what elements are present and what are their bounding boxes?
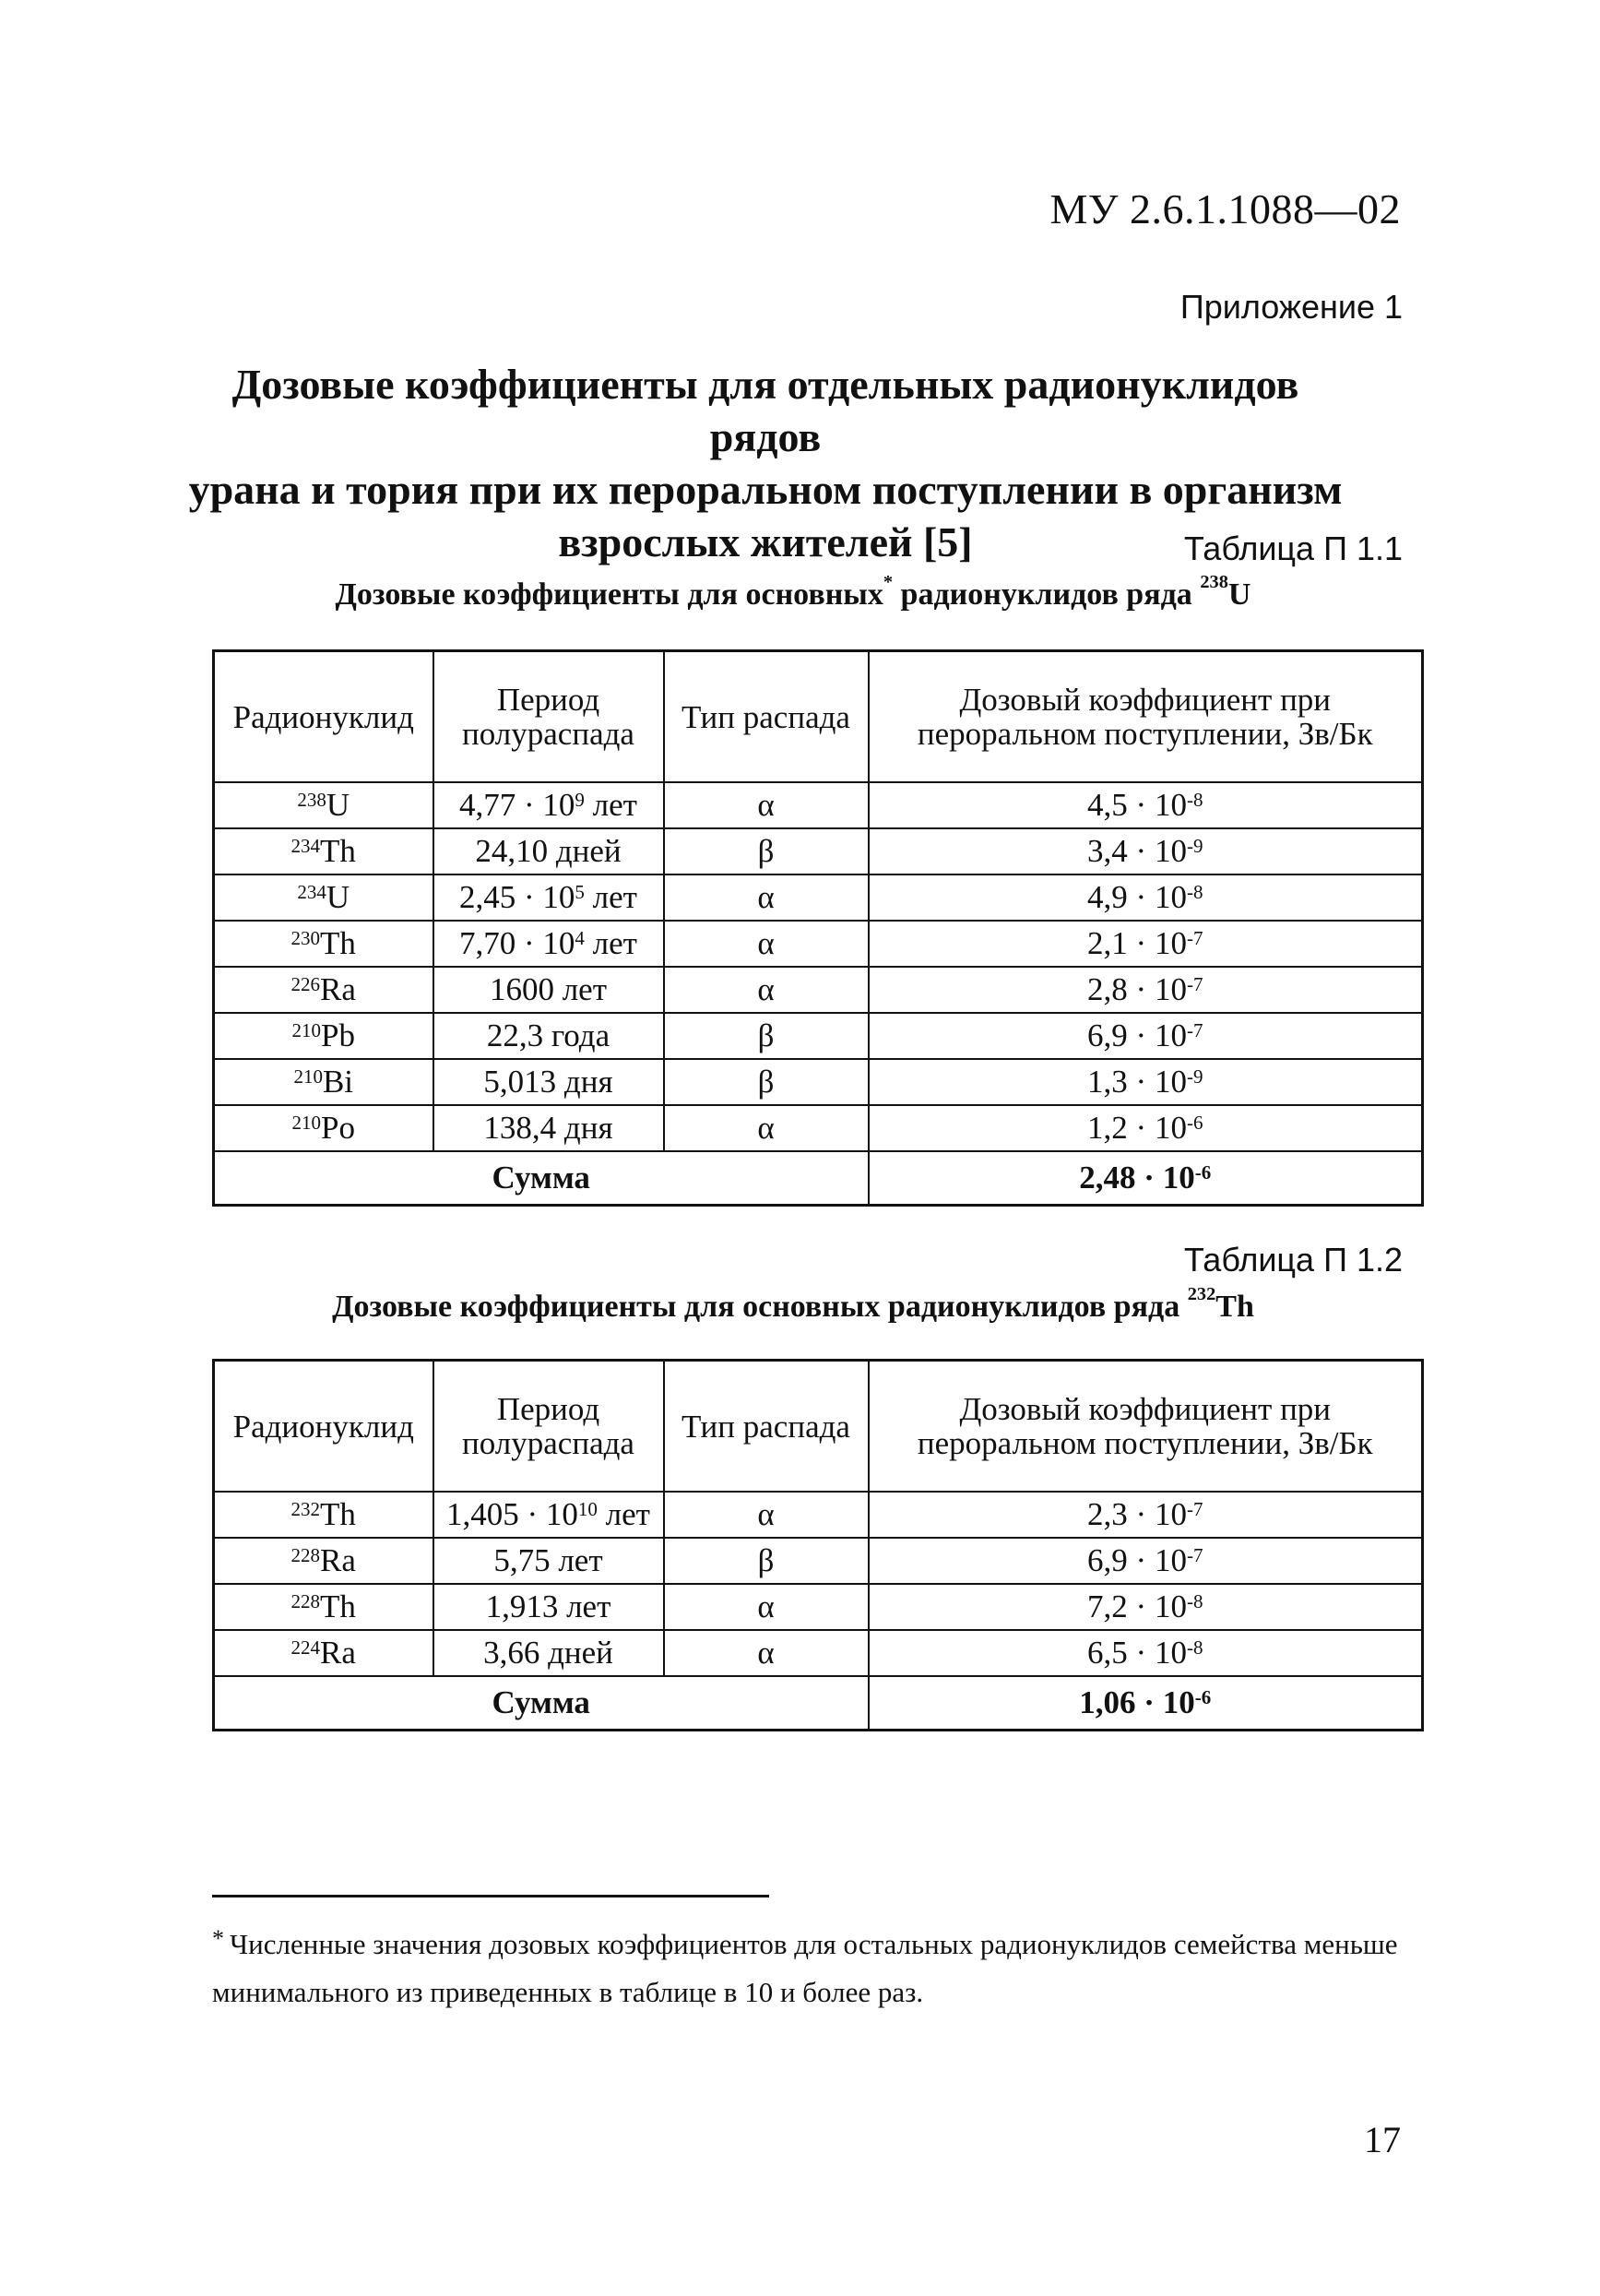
mass-number: 210 bbox=[291, 1019, 322, 1041]
sum-label: Сумма bbox=[214, 1151, 869, 1206]
coefficient-mantissa: 2,8 · 10 bbox=[1087, 971, 1187, 1007]
element-symbol: Po bbox=[321, 1110, 355, 1146]
footnote-divider bbox=[212, 1895, 769, 1897]
half-life-exponent: 10 bbox=[577, 1498, 598, 1520]
page-title bbox=[184, 358, 1346, 568]
element-symbol: Th bbox=[320, 1496, 356, 1532]
table-row bbox=[214, 828, 1423, 874]
title-line-1: Дозовые коэффициенты для отдельных радионуклидов рядов bbox=[231, 361, 1299, 460]
decay-type-cell: α bbox=[664, 1105, 869, 1151]
footnote-text: Численные значения дозовых коэффициентов для остальных радионуклидов семейства меньше минимального из приведенных в таблице в 10 и более раз. bbox=[212, 1928, 1398, 2008]
element-symbol: Pb bbox=[321, 1017, 355, 1053]
decay-type-cell: α bbox=[664, 1492, 869, 1538]
half-life-cell bbox=[433, 1492, 664, 1538]
nuclide-cell bbox=[214, 967, 433, 1013]
nuclide-cell bbox=[214, 1013, 433, 1059]
decay-type-cell: β bbox=[664, 1538, 869, 1584]
table1-subtitle-mass: 238 bbox=[1200, 572, 1228, 592]
coefficient-mantissa: 6,9 · 10 bbox=[1087, 1017, 1187, 1053]
table1-subtitle-elem: U bbox=[1227, 577, 1251, 612]
half-life-value: 24,10 дней bbox=[475, 833, 622, 869]
column-header-half-life: Период полураспада bbox=[433, 651, 664, 783]
coefficient-cell bbox=[869, 921, 1423, 967]
mass-number: 210 bbox=[293, 1065, 323, 1088]
nuclide-cell bbox=[214, 1584, 433, 1630]
coefficient-mantissa: 6,9 · 10 bbox=[1087, 1542, 1187, 1578]
coefficient-exponent: -8 bbox=[1186, 789, 1203, 811]
column-header-coefficient: Дозовый коэффициент при пероральном поступлении, Зв/Бк bbox=[869, 1361, 1423, 1493]
coefficient-cell bbox=[869, 1013, 1423, 1059]
element-symbol: Ra bbox=[320, 1542, 356, 1578]
table-row bbox=[214, 967, 1423, 1013]
mass-number: 234 bbox=[290, 835, 321, 857]
decay-type-cell: α bbox=[664, 1630, 869, 1676]
half-life-value: 7,70 · 10 bbox=[459, 925, 575, 961]
half-life-cell bbox=[433, 874, 664, 921]
half-life-exponent: 9 bbox=[575, 789, 585, 811]
half-life-value: 5,75 лет bbox=[493, 1542, 603, 1578]
half-life-unit: лет bbox=[597, 1496, 650, 1532]
table-row bbox=[214, 1584, 1423, 1630]
footnote-ref: * bbox=[883, 572, 894, 592]
half-life-unit: лет bbox=[584, 879, 637, 915]
half-life-cell bbox=[433, 967, 664, 1013]
coefficient-exponent: -8 bbox=[1186, 1590, 1203, 1612]
coefficient-mantissa: 7,2 · 10 bbox=[1087, 1588, 1187, 1624]
coefficient-cell bbox=[869, 1630, 1423, 1676]
coefficient-cell bbox=[869, 782, 1423, 828]
table2 bbox=[212, 1359, 1424, 1731]
table-row bbox=[214, 782, 1423, 828]
element-symbol: U bbox=[326, 787, 350, 823]
coefficient-cell bbox=[869, 1584, 1423, 1630]
mass-number: 238 bbox=[297, 789, 326, 811]
half-life-cell bbox=[433, 1584, 664, 1630]
half-life-value: 2,45 · 10 bbox=[459, 879, 575, 915]
coefficient-cell bbox=[869, 874, 1423, 921]
decay-type-cell: β bbox=[664, 1013, 869, 1059]
half-life-cell bbox=[433, 828, 664, 874]
table1 bbox=[212, 649, 1424, 1207]
element-symbol: Th bbox=[320, 925, 356, 961]
half-life-value: 1600 лет bbox=[489, 971, 608, 1007]
nuclide-cell bbox=[214, 782, 433, 828]
nuclide-cell bbox=[214, 1538, 433, 1584]
coefficient-cell bbox=[869, 1492, 1423, 1538]
half-life-value: 3,66 дней bbox=[483, 1635, 613, 1671]
sum-exponent: -6 bbox=[1194, 1161, 1212, 1184]
column-header-nuclide: Радионуклид bbox=[214, 651, 433, 783]
mass-number: 210 bbox=[291, 1112, 322, 1134]
mass-number: 226 bbox=[290, 973, 321, 995]
table-row bbox=[214, 1013, 1423, 1059]
footnote bbox=[212, 1921, 1424, 2016]
mass-number: 234 bbox=[297, 881, 326, 903]
sum-value bbox=[869, 1676, 1423, 1731]
decay-type-cell: α bbox=[664, 1584, 869, 1630]
column-header-coefficient: Дозовый коэффициент при пероральном поступлении, Зв/Бк bbox=[869, 651, 1423, 783]
coefficient-mantissa: 6,5 · 10 bbox=[1087, 1635, 1187, 1671]
coefficient-exponent: -7 bbox=[1186, 1019, 1203, 1041]
mass-number: 230 bbox=[290, 927, 321, 949]
element-symbol: Bi bbox=[322, 1064, 354, 1100]
half-life-value: 22,3 года bbox=[486, 1017, 610, 1053]
half-life-cell bbox=[433, 1013, 664, 1059]
coefficient-cell bbox=[869, 828, 1423, 874]
title-line-2: урана и тория при их пероральном поступлении в организм bbox=[188, 466, 1343, 513]
half-life-cell bbox=[433, 1105, 664, 1151]
table-row bbox=[214, 921, 1423, 967]
element-symbol: Th bbox=[320, 1588, 356, 1624]
column-header-decay: Тип распада bbox=[664, 651, 869, 783]
table-row bbox=[214, 1492, 1423, 1538]
half-life-exponent: 4 bbox=[575, 927, 585, 949]
table2-subtitle bbox=[184, 1284, 1402, 1325]
element-symbol: Ra bbox=[320, 1635, 356, 1671]
coefficient-exponent: -7 bbox=[1186, 927, 1203, 949]
sum-mantissa: 1,06 · 10 bbox=[1079, 1684, 1195, 1720]
coefficient-cell bbox=[869, 1538, 1423, 1584]
mass-number: 232 bbox=[290, 1498, 321, 1520]
coefficient-mantissa: 2,1 · 10 bbox=[1087, 925, 1187, 961]
coefficient-exponent: -8 bbox=[1186, 1636, 1203, 1659]
coefficient-cell bbox=[869, 1059, 1423, 1105]
coefficient-mantissa: 4,9 · 10 bbox=[1087, 879, 1187, 915]
sum-exponent: -6 bbox=[1194, 1686, 1212, 1708]
table-row bbox=[214, 1538, 1423, 1584]
nuclide-cell bbox=[214, 874, 433, 921]
half-life-exponent: 5 bbox=[575, 881, 585, 903]
decay-type-cell: α bbox=[664, 782, 869, 828]
sum-row bbox=[214, 1676, 1423, 1731]
table2-subtitle-elem: Th bbox=[1215, 1290, 1254, 1324]
coefficient-exponent: -8 bbox=[1186, 881, 1203, 903]
element-symbol: U bbox=[326, 879, 350, 915]
footnote-marker: * bbox=[212, 1925, 224, 1952]
mass-number: 224 bbox=[290, 1636, 321, 1659]
table-row bbox=[214, 1105, 1423, 1151]
mass-number: 228 bbox=[290, 1590, 321, 1612]
page-number: 17 bbox=[1364, 2119, 1401, 2160]
coefficient-exponent: -7 bbox=[1186, 973, 1203, 995]
decay-type-cell: β bbox=[664, 828, 869, 874]
document-code: МУ 2.6.1.1088—02 bbox=[1049, 185, 1401, 232]
table1-caption: Таблица П 1.1 bbox=[1183, 529, 1403, 567]
coefficient-mantissa: 2,3 · 10 bbox=[1087, 1496, 1187, 1532]
table2-caption: Таблица П 1.2 bbox=[1183, 1241, 1403, 1279]
sum-value bbox=[869, 1151, 1423, 1206]
coefficient-mantissa: 1,3 · 10 bbox=[1087, 1064, 1187, 1100]
coefficient-mantissa: 3,4 · 10 bbox=[1087, 833, 1187, 869]
half-life-value: 1,913 лет bbox=[485, 1588, 611, 1624]
half-life-value: 138,4 дня bbox=[483, 1110, 613, 1146]
table1-subtitle-text: Дозовые коэффициенты для основных bbox=[335, 577, 883, 612]
element-symbol: Ra bbox=[320, 971, 356, 1007]
half-life-value: 5,013 дня bbox=[483, 1064, 613, 1100]
half-life-cell bbox=[433, 921, 664, 967]
coefficient-mantissa: 4,5 · 10 bbox=[1087, 787, 1187, 823]
decay-type-cell: α bbox=[664, 921, 869, 967]
half-life-value: 1,405 · 10 bbox=[446, 1496, 578, 1532]
coefficient-cell bbox=[869, 1105, 1423, 1151]
table2-subtitle-mass: 232 bbox=[1187, 1284, 1216, 1304]
sum-mantissa: 2,48 · 10 bbox=[1079, 1160, 1195, 1196]
element-symbol: Th bbox=[320, 833, 356, 869]
table1-header-row bbox=[214, 651, 1423, 783]
half-life-cell bbox=[433, 1059, 664, 1105]
title-line-3: взрослых жителей [5] bbox=[558, 518, 973, 565]
column-header-decay: Тип распада bbox=[664, 1361, 869, 1493]
coefficient-exponent: -9 bbox=[1186, 1065, 1203, 1088]
half-life-unit: лет bbox=[584, 925, 637, 961]
table-row bbox=[214, 1630, 1423, 1676]
half-life-unit: лет bbox=[584, 787, 637, 823]
coefficient-exponent: -7 bbox=[1186, 1498, 1203, 1520]
table-row bbox=[214, 1059, 1423, 1105]
sum-label: Сумма bbox=[214, 1676, 869, 1731]
coefficient-exponent: -6 bbox=[1186, 1112, 1203, 1134]
sum-row bbox=[214, 1151, 1423, 1206]
nuclide-cell bbox=[214, 1059, 433, 1105]
decay-type-cell: α bbox=[664, 874, 869, 921]
coefficient-mantissa: 1,2 · 10 bbox=[1087, 1110, 1187, 1146]
half-life-value: 4,77 · 10 bbox=[459, 787, 575, 823]
column-header-half-life: Период полураспада bbox=[433, 1361, 664, 1493]
half-life-cell bbox=[433, 1538, 664, 1584]
table1-subtitle bbox=[184, 572, 1402, 613]
coefficient-exponent: -7 bbox=[1186, 1544, 1203, 1566]
nuclide-cell bbox=[214, 828, 433, 874]
half-life-cell bbox=[433, 1630, 664, 1676]
table2-header-row bbox=[214, 1361, 1423, 1493]
table2-subtitle-text: Дозовые коэффициенты для основных радионуклидов ряда bbox=[332, 1290, 1188, 1324]
half-life-cell bbox=[433, 782, 664, 828]
nuclide-cell bbox=[214, 1105, 433, 1151]
nuclide-cell bbox=[214, 1630, 433, 1676]
mass-number: 228 bbox=[290, 1544, 321, 1566]
table-row bbox=[214, 874, 1423, 921]
decay-type-cell: β bbox=[664, 1059, 869, 1105]
nuclide-cell bbox=[214, 921, 433, 967]
table1-subtitle-after: радионуклидов ряда bbox=[893, 577, 1201, 612]
nuclide-cell bbox=[214, 1492, 433, 1538]
coefficient-cell bbox=[869, 967, 1423, 1013]
decay-type-cell: α bbox=[664, 967, 869, 1013]
appendix-label: Приложение 1 bbox=[1179, 288, 1403, 326]
column-header-nuclide: Радионуклид bbox=[214, 1361, 433, 1493]
coefficient-exponent: -9 bbox=[1186, 835, 1203, 857]
